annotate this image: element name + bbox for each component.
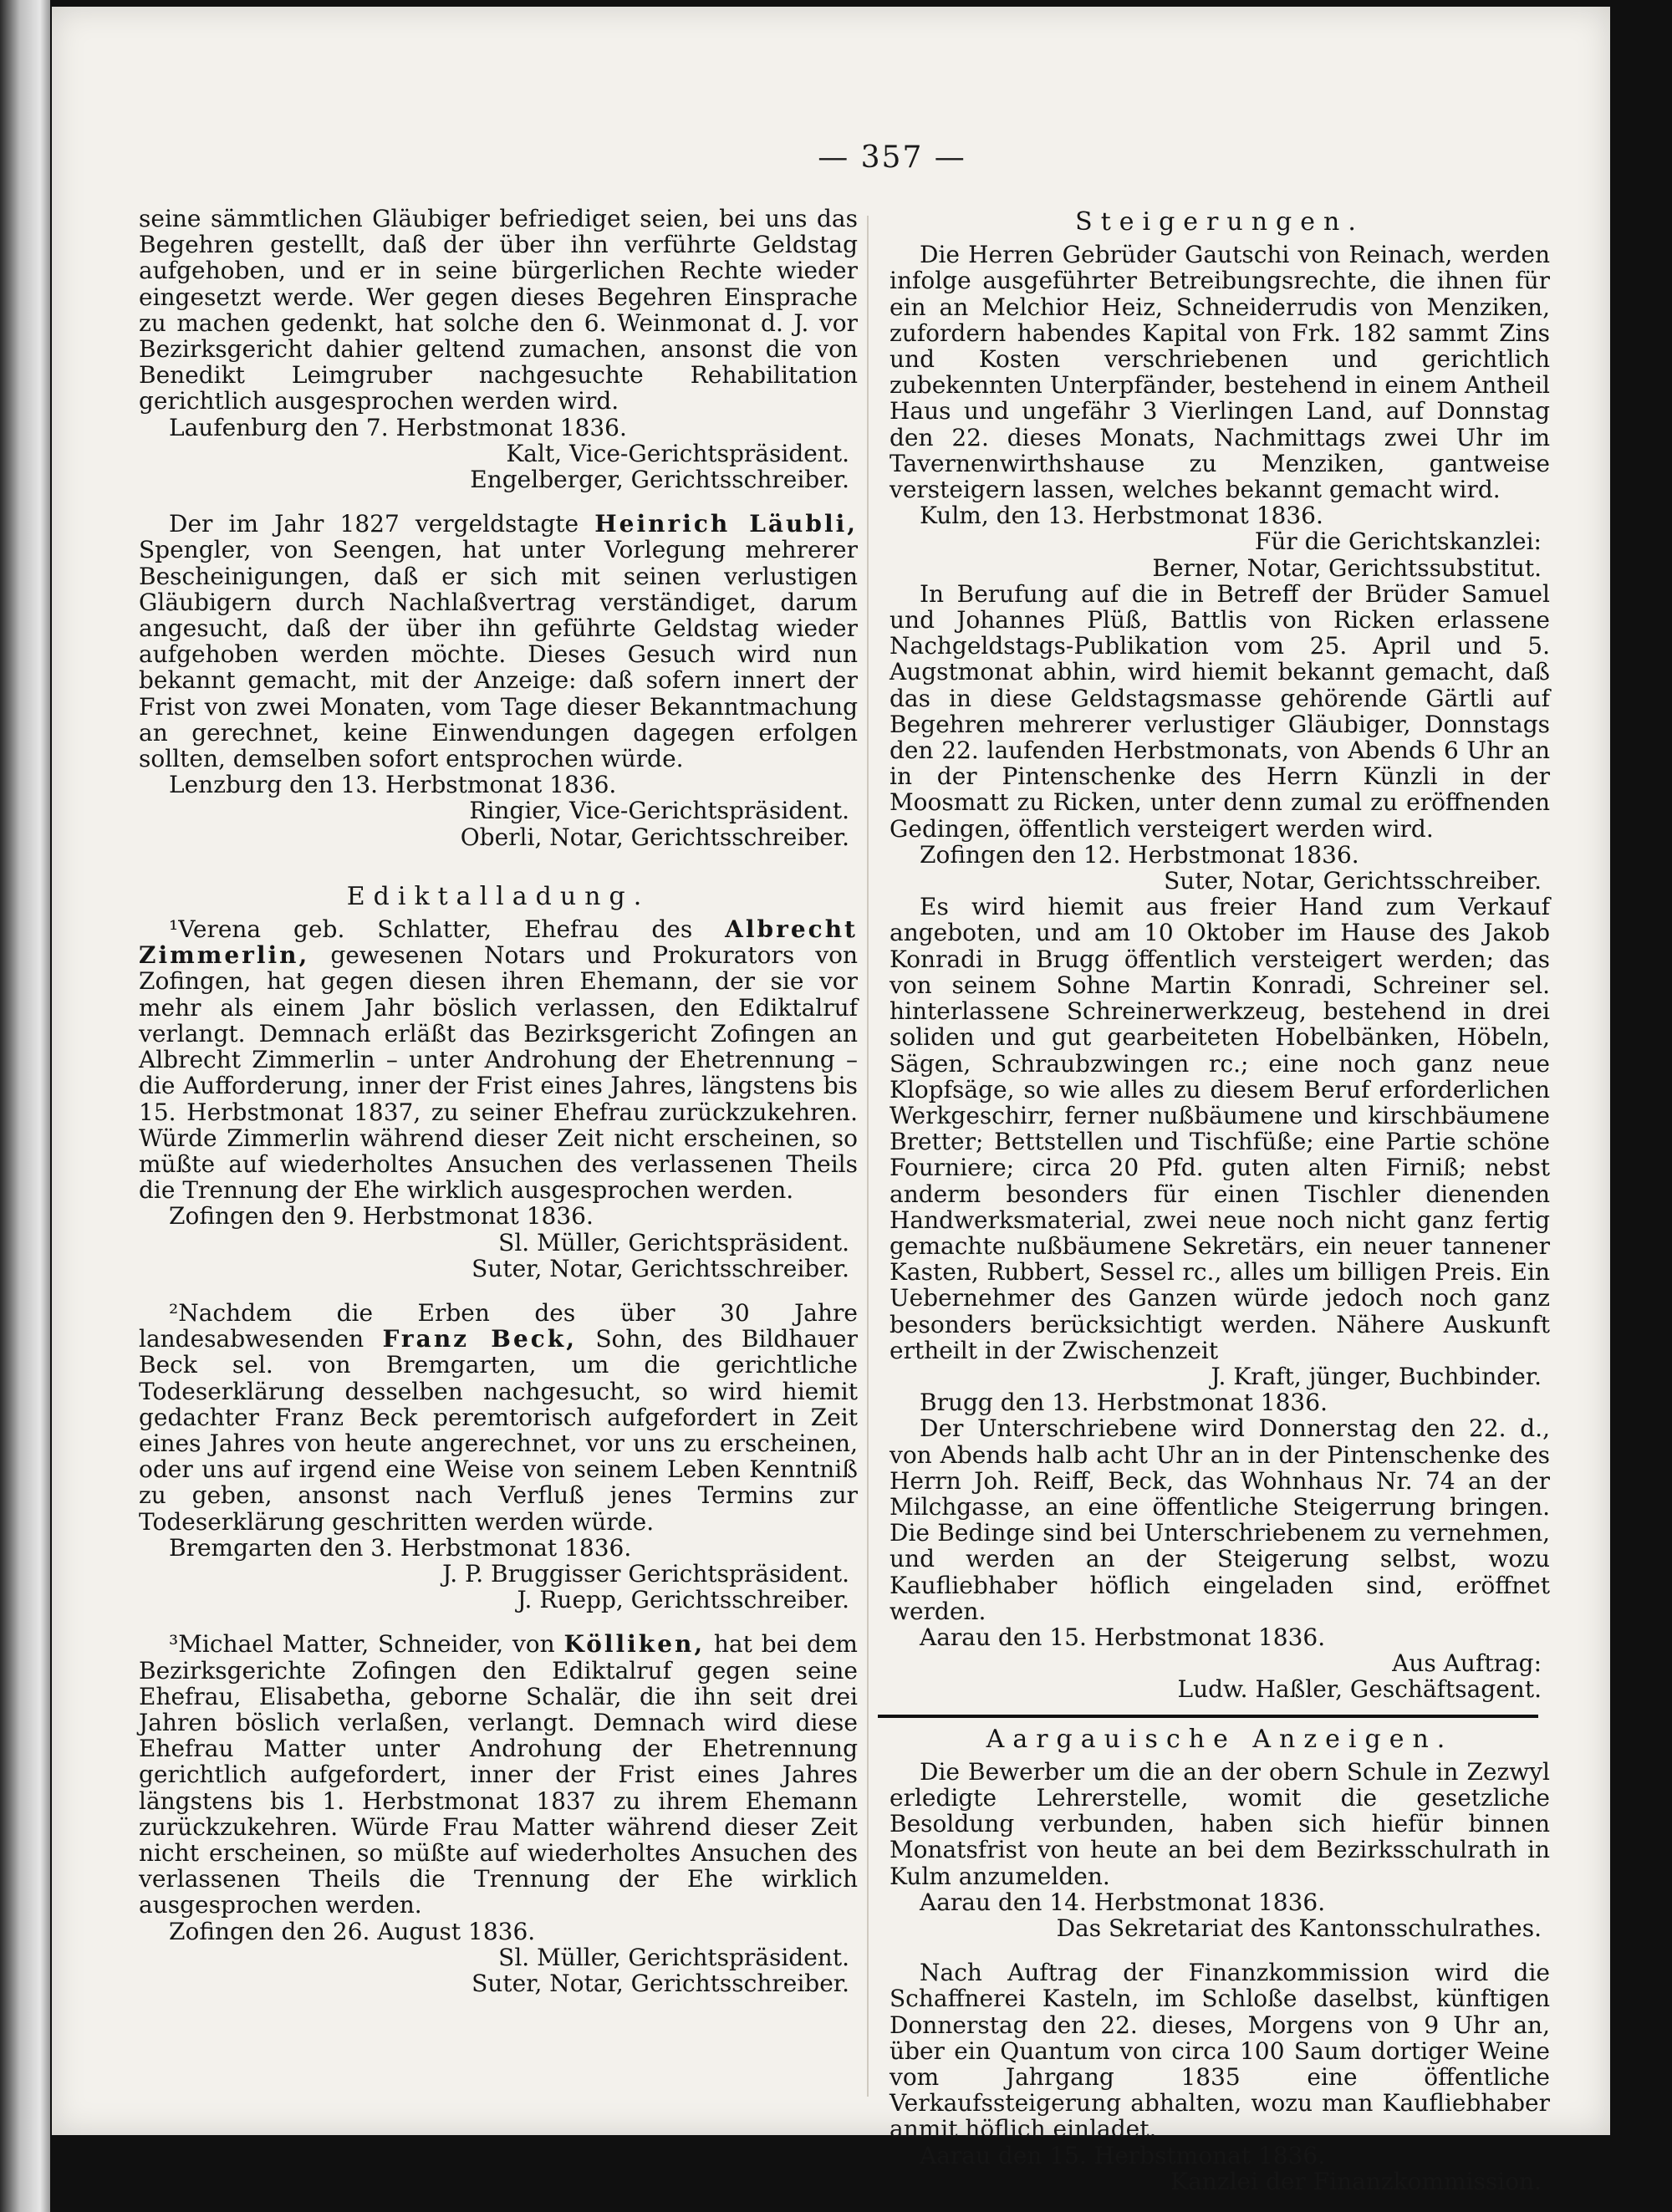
notice-body bbox=[139, 1300, 858, 1535]
place-date: Laufenburg den 7. Herbstmonat 1836. bbox=[169, 413, 627, 441]
signature: J. Ruepp, Gerichtsschreiber. bbox=[517, 1586, 849, 1614]
signature: Ludw. Haßler, Geschäftsagent. bbox=[1177, 1675, 1542, 1704]
person-name: Heinrich Läubli, bbox=[594, 510, 858, 538]
signature: Ringier, Vice-Gerichtspräsident. bbox=[469, 797, 849, 825]
signature: J. Kraft, jünger, Buchbinder. bbox=[1211, 1362, 1542, 1390]
place-date: Zofingen den 9. Herbstmonat 1836. bbox=[169, 1202, 594, 1231]
place-date: Lenzburg den 13. Herbstmonat 1836. bbox=[169, 771, 617, 799]
right-column bbox=[890, 206, 1550, 2194]
newspaper-page bbox=[52, 7, 1610, 2195]
notice-body: Der Unterschriebene wird Donnerstag den 22. d., von Abends halb acht Uhr an in der Pintenschenke des Herrn Joh. Reiff, Beck, das Wohnhaus Nr. 74 an der Milchgasse, an eine öffentliche Steigerrung bringen. Die Bedinge sind bei Unterschriebenem zu vernehmen, und werden an der Steigerung selbst, wozu Kaufliebhaber höflich eingeladen sind, eröffnet werden. bbox=[890, 1414, 1550, 1625]
notice-konradi bbox=[890, 894, 1550, 1415]
notice-ediktal-3 bbox=[139, 1631, 858, 1996]
page-number: — 357 — bbox=[818, 140, 966, 175]
place-name: Kölliken, bbox=[563, 1630, 706, 1659]
signature: Das Sekretariat des Kantonsschulrathes. bbox=[1056, 1914, 1542, 1942]
body-start: ¹Verena geb. Schlatter, Ehefrau des bbox=[169, 915, 726, 944]
notice-body: Es wird hiemit aus freier Hand zum Verkauf angeboten, und am 10 Oktober im Hause des Jakob Konradi in Brugg öffentlich versteigert werden; das von seinem Sohne Martin Konradi, Schreiner sel. hinterlassene Schreinerwerkzeug, bestehend in drei soliden und gut gearbeiteten Hobelbänken, Höbeln, Sägen, Schraubzwingen rc.; eine noch ganz neue Klopfsäge, so wie alles zu diesem Beruf erforderlichen Werkgeschirr, ferner nußbäumene und kirschbäumene Bretter; Bettstellen und Tischfüße; eine Partie schöne Fourniere; circa 20 Pfd. guten alten Firniß; nebst anderm besonders für einen Tischler dienenden Handwerksmaterial, zwei neue noch nicht ganz fertig gemachte nußbäumene Sekretärs, ein neuer tannener Kasten, Rubbert, Sessel rc., alles um billigen Preis. Ein Uebernehmer des Ganzen würde jedoch noch ganz besonders berücksichtigt werden. Nähere Auskunft ertheilt in der Zwischenzeit bbox=[890, 893, 1550, 1364]
place-date: Brugg den 13. Herbstmonat 1836. bbox=[920, 1389, 1328, 1417]
place-date: Aarau den 15. Herbstmonat 1836. bbox=[920, 1623, 1326, 1651]
notice-laufenburg bbox=[139, 206, 858, 492]
place-date: Kulm, den 13. Herbstmonat 1836. bbox=[920, 502, 1323, 530]
notice-zezwyl bbox=[890, 1759, 1550, 1941]
section-rule bbox=[878, 1715, 1538, 1718]
signature: Für die Gerichtskanzlei: bbox=[1254, 528, 1542, 556]
column-divider bbox=[867, 216, 869, 2097]
notice-body bbox=[139, 916, 858, 1203]
signature: Oberli, Notar, Gerichtsschreiber. bbox=[460, 823, 849, 851]
signature: Berner, Notar, Gerichtssubstitut. bbox=[1152, 553, 1542, 582]
notice-body bbox=[139, 1631, 858, 1918]
signature: Kanzlei der Finanzkommission. bbox=[1170, 2167, 1542, 2195]
notice-pluess bbox=[890, 581, 1550, 894]
body-rest: gewesenen Notars und Prokurators von Zofingen, hat gegen diesen ihren Ehemann, der sie vor mehr als einem Jahr böslich verlassen, den Ediktalruf verlangt. Demnach erläßt das Bezirksgericht Zofingen an Albrecht Zimmerlin – unter Androhung der Ehetrennung – die Aufforderung, inner der Frist eines Jahres, längstens bis 15. Herbstmonat 1837, zu seiner Ehefrau zurückzukehren. Würde Zimmerlin während dieser Zeit nicht erscheinen, so müßte auf wiederholtes Ansuchen des verlassenen Theils die Trennung der Ehe wirklich ausgesprochen werden. bbox=[139, 941, 858, 1205]
signature: Kalt, Vice-Gerichtspräsident. bbox=[506, 439, 849, 467]
signature: Suter, Notar, Gerichtsschreiber. bbox=[1164, 867, 1542, 895]
body-start: Der im Jahr 1827 vergeldstagte bbox=[169, 510, 595, 538]
notice-ediktal-2 bbox=[139, 1300, 858, 1613]
previous-page-edge bbox=[0, 0, 50, 2212]
place-date: Zofingen den 26. August 1836. bbox=[169, 1917, 536, 1945]
person-name: Franz Beck, bbox=[382, 1325, 577, 1353]
left-column bbox=[139, 206, 858, 1996]
notice-body: Nach Auftrag der Finanzkommission wird die Schaffnerei Kasteln, im Schloße daselbst, künftigen Donnerstag den 22. dieses, Morgens von 9 Uhr an, über ein Quantum von circa 100 Saum dortiger Weine vom Jahrgang 1835 eine öffentliche Verkaufssteigerung abhalten, wozu man Kaufliebhaber anmit höflich einladet. bbox=[890, 1959, 1550, 2143]
notice-reiff bbox=[890, 1415, 1550, 1702]
person-name: Albrecht Zimmerlin, bbox=[139, 915, 858, 970]
body-rest: Spengler, von Seengen, hat unter Vorlegung mehrerer Bescheinigungen, daß er sich mit seinen verlustigen Gläubigern durch Nachlaßvertrag verständiget, darum angesucht, daß der über ihn geführte Geldstag wieder aufgehoben werden möchte. Dieses Gesuch wird nun bekannt gemacht, mit der Anzeige: daß sofern innert der Frist von zwei Monaten, vom Tage dieser Bekanntmachung an gerechnet, keine Einwendungen dagegen erfolgen sollten, demselben sofort entsprochen würde. bbox=[139, 536, 858, 773]
signature: Sl. Müller, Gerichtspräsident. bbox=[498, 1228, 849, 1256]
signature: J. P. Bruggisser Gerichtspräsident. bbox=[442, 1559, 849, 1588]
place-date: Bremgarten den 3. Herbstmonat 1836. bbox=[169, 1533, 632, 1562]
notice-body bbox=[139, 511, 858, 772]
notice-body: Die Herren Gebrüder Gautschi von Reinach, werden infolge ausgeführter Betreibungsrechte, die ihnen für ein an Melchior Heiz, Schneiderrudis von Menziken, zufordern habendes Kapital von Frk. 182 sammt Zins und Kosten verschriebenen und gerichtlich zubekennten Unterpfänder, bestehend in einem Antheil Haus und ungefähr 3 Vierlingen Land, auf Donnstag den 22. dieses Monats, Nachmittags zwei Uhr im Tavernenwirthshause zu Menziken, gantweise versteigern lassen, welches bekannt gemacht wird. bbox=[890, 241, 1550, 504]
place-date: Aarau den 15. Herbstmonat 1836. bbox=[920, 2141, 1326, 2169]
notice-body: seine sämmtlichen Gläubiger befriediget seien, bei uns das Begehren gestellt, daß der über ihn verführte Geldstag aufgehoben, und er in seine bürgerlichen Rechte wieder eingesetzt werde. Wer gegen dieses Begehren Einsprache zu machen gedenkt, hat solche den 6. Weinmonat d. J. vor Bezirksgericht dahier geltend zumachen, ansonst die von Benedikt Leimgruber nachgesuchte Rehabilitation gerichtlich ausgesprochen werden wird. bbox=[139, 205, 858, 415]
notice-body: In Berufung auf die in Betreff der Brüder Samuel und Johannes Plüß, Battlis von Ricken erlassene Nachgeldstags-Publikation vom 25. April und 5. Augstmonat abhin, wird hiemit bekannt gemacht, daß das in diese Geldstagsmasse gehörende Gärtli auf Begehren mehrerer verlustiger Gläubiger, Donnstags den 22. laufenden Herbstmonats, von Abends 6 Uhr an in der Pintenschenke des Herrn Künzli in der Moosmatt zu Ricken, unter denn zumal zu eröffnenden Gedingen, öffentlich versteigert werden wird. bbox=[890, 579, 1550, 843]
signature: Sl. Müller, Gerichtspräsident. bbox=[498, 1943, 849, 1971]
body-start: ²Nachdem die Erben des über 30 Jahre landesabwesenden bbox=[139, 1298, 858, 1353]
section-heading-steigerungen: Steigerungen. bbox=[1075, 207, 1364, 237]
signature: Suter, Notar, Gerichtsschreiber. bbox=[472, 1254, 849, 1282]
notice-gautschi bbox=[890, 242, 1550, 581]
body-rest: Sohn, des Bildhauer Beck sel. von Bremgarten, um die gerichtliche Todeserklärung desselben nachgesucht, so wird hiemit gedachter Franz Beck peremtorisch aufgefordert in Zeit eines Jahres von heute angerechnet, vor uns zu erscheinen, oder uns auf irgend eine Weise von seinem Leben Kenntniß zu geben, ansonst nach Verfluß jenes Termins zur Todeserklärung geschritten werden würde. bbox=[139, 1325, 858, 1536]
place-date: Zofingen den 12. Herbstmonat 1836. bbox=[920, 840, 1359, 869]
signature: Suter, Notar, Gerichtsschreiber. bbox=[472, 1970, 849, 1997]
notice-laeubli bbox=[139, 511, 858, 850]
signature: Aus Auftrag: bbox=[1392, 1649, 1542, 1678]
body-start: ³Michael Matter, Schneider, von bbox=[169, 1630, 564, 1659]
signature: Engelberger, Gerichtsschreiber. bbox=[470, 466, 849, 494]
notice-kasteln bbox=[890, 1960, 1550, 2194]
section-heading-aargauische-anzeigen: Aargauische Anzeigen. bbox=[986, 1724, 1454, 1754]
place-date: Aarau den 14. Herbstmonat 1836. bbox=[920, 1888, 1326, 1916]
notice-body: Die Bewerber um die an der obern Schule in Zezwyl erledigte Lehrerstelle, womit die gesetzliche Besoldung verbunden, haben sich hiefür binnen Monatsfrist von heute an bei dem Bezirksschulrath in Kulm anzumelden. bbox=[890, 1757, 1550, 1890]
section-heading-ediktalladung: Ediktalladung. bbox=[346, 881, 650, 911]
body-rest: hat bei dem Bezirksgerichte Zofingen den Ediktalruf gegen seine Ehefrau, Elisabetha, geborne Schalär, die ihn seit drei Jahren böslich verlaßen, verlangt. Demnach wird diese Ehefrau Matter unter Androhung der Ehetrennung gerichtlich aufgefordert, inner der Frist eines Jahres längstens bis 1. Herbstmonat 1837 zu ihrem Ehemann zurückzukehren. Würde Frau Matter während dieser Zeit nicht erscheinen, so müßte auf wiederholtes Ansuchen des verlassenen Theils die Trennung der Ehe wirklich ausgesprochen werden. bbox=[139, 1630, 858, 1919]
notice-ediktal-1 bbox=[139, 916, 858, 1282]
